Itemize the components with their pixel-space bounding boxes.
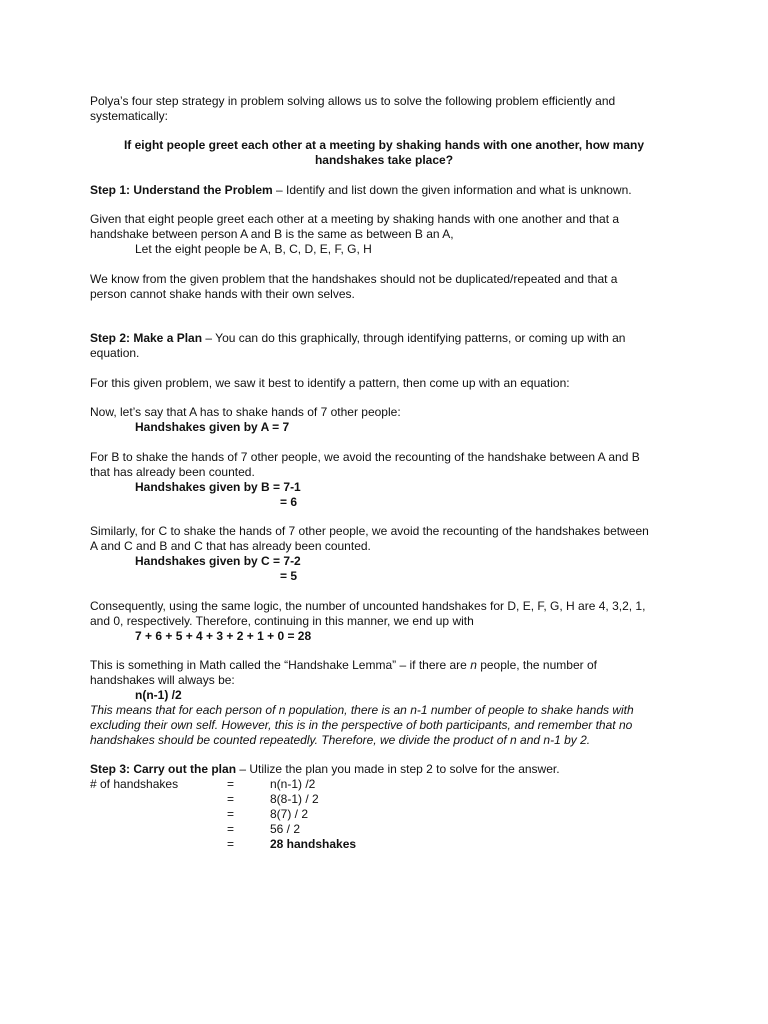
lemma-line: handshakes will always be: bbox=[90, 673, 235, 687]
sum-equation: 7 + 6 + 5 + 4 + 3 + 2 + 1 + 0 = 28 bbox=[135, 629, 312, 643]
calc-value: 56 / 2 bbox=[270, 822, 301, 836]
handshakes-label: # of handshakes bbox=[90, 777, 179, 791]
step1-description: – Identify and list down the given information and what is unknown. bbox=[272, 183, 632, 197]
step3-heading-line bbox=[90, 762, 690, 777]
c-result-value: = 5 bbox=[280, 569, 298, 583]
step1-know-paragraph bbox=[90, 272, 690, 302]
step2-consequently-paragraph bbox=[90, 599, 690, 644]
equals-sign: = bbox=[227, 792, 235, 806]
step2-heading: Step 2: Make a Plan bbox=[90, 331, 203, 345]
c-line: Similarly, for C to shake the hands of 7 other people, we avoid the recounting of the handshakes between bbox=[90, 524, 649, 538]
equals-sign: = bbox=[227, 837, 235, 851]
equals-sign: = bbox=[227, 822, 235, 836]
given-line: Let the eight people be A, B, C, D, E, F, G, H bbox=[135, 242, 372, 256]
know-line: person cannot shake hands with their own selves. bbox=[90, 287, 355, 301]
step3-heading: Step 3: Carry out the plan bbox=[90, 762, 237, 776]
intro-paragraph bbox=[90, 94, 690, 124]
step2-b-paragraph bbox=[90, 450, 690, 510]
final-answer: 28 handshakes bbox=[270, 837, 357, 851]
calc-value: n(n-1) /2 bbox=[270, 777, 316, 791]
equals-sign: = bbox=[227, 777, 235, 791]
step2-lemma-paragraph bbox=[90, 658, 690, 748]
step3-description: – Utilize the plan you made in step 2 to solve for the answer. bbox=[236, 762, 560, 776]
intro-line: Polya’s four step strategy in problem solving allows us to solve the following problem efficiently and bbox=[90, 94, 616, 108]
a-result: Handshakes given by A = 7 bbox=[135, 420, 290, 434]
b-line: that has already been counted. bbox=[90, 465, 255, 479]
cons-line: Consequently, using the same logic, the number of uncounted handshakes for D, E, F, G, H are 4, 3,2, 1, bbox=[90, 599, 646, 613]
lemma-formula: n(n-1) /2 bbox=[135, 688, 182, 702]
step2-description: – You can do this graphically, through identifying patterns, or coming up with an bbox=[202, 331, 626, 345]
step1-given-paragraph bbox=[90, 212, 690, 257]
intro-line: systematically: bbox=[90, 109, 169, 123]
c-line: A and C and B and C that has already been counted. bbox=[90, 539, 371, 553]
calc-value: 8(8-1) / 2 bbox=[270, 792, 319, 806]
step2-c-paragraph bbox=[90, 524, 690, 584]
b-result: Handshakes given by B = 7-1 bbox=[135, 480, 301, 494]
step2-approach bbox=[90, 376, 690, 391]
b-line: For B to shake the hands of 7 other people, we avoid the recounting of the handshake between A and B bbox=[90, 450, 640, 464]
cons-line: and 0, respectively. Therefore, continuing in this manner, we end up with bbox=[90, 614, 474, 628]
b-result-value: = 6 bbox=[280, 495, 298, 509]
c-result: Handshakes given by C = 7-2 bbox=[135, 554, 301, 568]
explain-line: handshakes should be counted repeatedly. Therefore, we divide the product of n and n-1 by 2. bbox=[90, 733, 591, 747]
explain-line: This means that for each person of n population, there is an n-1 number of people to shake hands with bbox=[90, 703, 634, 717]
step2-description-cont: equation. bbox=[90, 346, 140, 360]
step2-heading-paragraph bbox=[90, 331, 690, 361]
lemma-text-cont: people, the number of bbox=[476, 658, 597, 672]
step1-heading-line bbox=[90, 183, 690, 198]
problem-line: handshakes take place? bbox=[314, 153, 454, 167]
lemma-text: This is something in Math called the “Handshake Lemma” – if there are bbox=[90, 658, 471, 672]
lemma-n: n bbox=[470, 658, 477, 672]
step1-heading: Step 1: Understand the Problem bbox=[90, 183, 273, 197]
given-line: handshake between person A and B is the same as between B an A, bbox=[90, 227, 454, 241]
problem-statement bbox=[90, 138, 678, 168]
problem-line: If eight people greet each other at a meeting by shaking hands with one another, how many bbox=[123, 138, 645, 152]
equals-sign: = bbox=[227, 807, 235, 821]
explain-line: excluding their own self. However, this is in the perspective of both participants, and remember that no bbox=[90, 718, 633, 732]
given-line: Given that eight people greet each other at a meeting by shaking hands with one another and that a bbox=[90, 212, 620, 226]
step2-a-paragraph bbox=[90, 405, 690, 435]
approach-line: For this given problem, we saw it best to identify a pattern, then come up with an equation: bbox=[90, 376, 570, 390]
know-line: We know from the given problem that the handshakes should not be duplicated/repeated and that a bbox=[90, 272, 618, 286]
calc-value: 8(7) / 2 bbox=[270, 807, 309, 821]
a-line: Now, let’s say that A has to shake hands of 7 other people: bbox=[90, 405, 401, 419]
